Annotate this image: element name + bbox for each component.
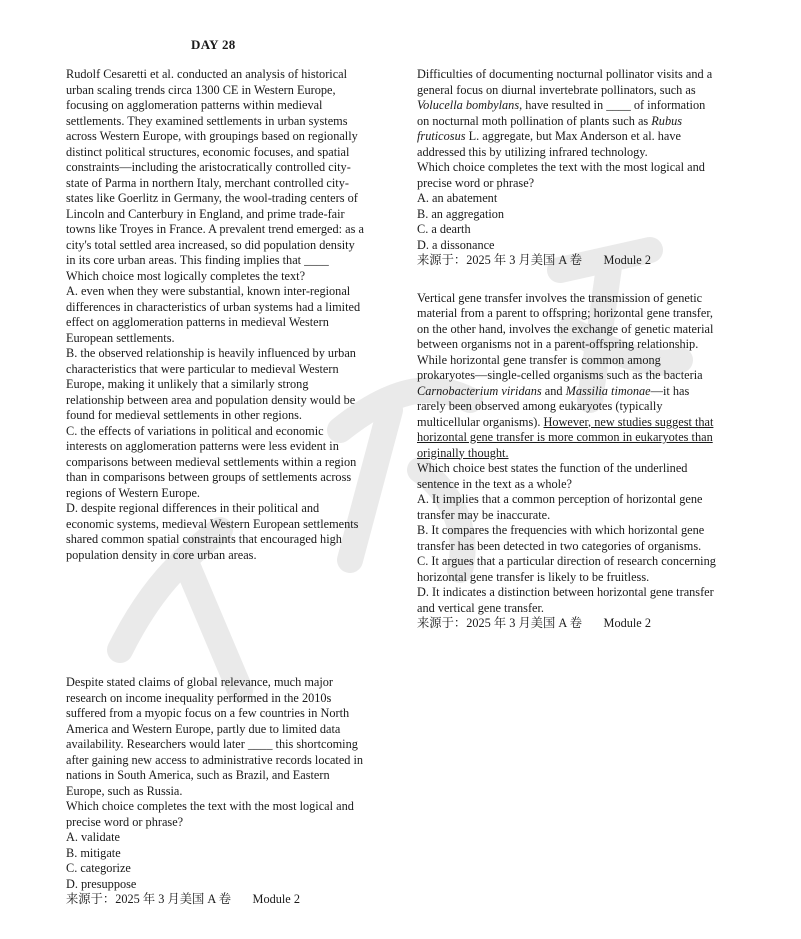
day-heading: DAY 28 [191,37,236,52]
question-prompt: Which choice completes the text with the most logical and precise word or phrase? [66,799,354,829]
question-prompt: Which choice completes the text with the most logical and precise word or phrase? [417,160,705,190]
answer-option-d[interactable]: D. a dissonance [417,237,495,252]
answer-option-c[interactable]: C. categorize [66,861,131,875]
answer-option-a[interactable]: A. It implies that a common perception of horizontal gene transfer may be inaccurate. [417,492,703,522]
answer-option-b[interactable]: B. an aggregation [417,206,505,221]
answer-option-b[interactable]: B. It compares the frequencies with which horizontal gene transfer has been detected in two categories of organisms. [417,523,705,553]
answer-option-c[interactable]: C. It argues that a particular direction of research concerning horizontal gene transfer is likely to be fruitless. [417,554,716,584]
answer-option-d[interactable]: D. It indicates a distinction between horizontal gene transfer and vertical gene transfer. [417,585,714,615]
passage-text: L. aggregate, but Max Anderson et al. have addressed this by utilizing infrared technology. [417,129,681,159]
question-passage [417,67,717,160]
question-passage [417,291,717,462]
question-source: 来源于：2025 年 3 月美国 A 卷 Module 2 [417,616,651,630]
species-name: Carnobacterium viridans [417,383,542,398]
question-passage: Rudolf Cesaretti et al. conducted an analysis of historical urban scaling trends circa 1300 CE in Western Europe, focusing on agglomeration patterns within medieval settlements. They examined settlements in urban systems across Western Europe, with groupings based on regionally distinct political structures, economic focuses, and spatial constraints—including the aristocratically controlled city-state of Parma in northern Italy, merchant controlled city-states like Goerlitz in Germany, the wool-trading centers of Lincoln and Canterbury in England, and prime trade-fair towns like Troyes in France. A prevalent trend emerged: as a city's total settled area increased, so did population density in its core urban areas. This finding implies that ____ [66,67,364,267]
species-name: Rubus fruticosus [417,113,683,143]
answer-option-b[interactable]: B. mitigate [66,845,121,860]
answer-option-c[interactable]: C. a dearth [417,222,471,236]
species-name: Volucella bombylans [417,98,520,112]
left-column [66,67,366,906]
passage-text: , have resulted in ____ of information on nocturnal moth pollination of plants such as [417,98,706,128]
right-column [417,67,717,632]
answer-option-b[interactable]: B. the observed relationship is heavily influenced by urban characteristics that were particular to medieval Western Europe, making it unlikely that a similarly strong relationship between area and population density would be found for medieval settlements in other regions. [66,346,356,422]
question-nocturnal-pollination [417,67,717,269]
answer-option-a[interactable]: A. validate [66,830,120,844]
passage-text: —it has rarely been observed among eukaryotes (typically multicellular organisms). [417,383,690,429]
question-income-inequality [66,675,366,908]
question-source: 来源于：2025 年 3 月美国 A 卷 Module 2 [66,892,300,906]
question-source: 来源于：2025 年 3 月美国 A 卷 Module 2 [417,253,651,267]
answer-option-a[interactable]: A. even when they were substantial, known inter-regional differences in characteristics of urban systems had a limited effect on agglomeration patterns in medieval Western European settlements. [66,284,361,345]
underlined-sentence: However, new studies suggest that horizontal gene transfer is more common in eukaryotes than originally thought. [417,414,714,460]
answer-option-d[interactable]: D. presuppose [66,876,137,891]
question-passage: Despite stated claims of global relevance, much major research on income inequality performed in the 2010s suffered from a myopic focus on a few countries in North America and Western Europe, partly due to limited data availability. Researchers would later ____ this shortcoming after gaining new access to administrative records located in nations in South America, such as Brazil, and Eastern Europe, such as Russia. [66,675,364,798]
passage-text: and [541,383,566,398]
answer-option-d[interactable]: D. despite regional differences in their political and economic systems, medieval Western European settlements shared common spatial constraints that encouraged high population density in core urban areas. [66,501,359,562]
question-urban-scaling [66,67,366,563]
question-prompt: Which choice most logically completes the text? [66,268,306,283]
species-name: Massilia timonae [565,383,651,398]
question-prompt: Which choice best states the function of the underlined sentence in the text as a whole? [417,461,688,491]
passage-text: Vertical gene transfer involves the transmission of genetic material from a parent to offspring; horizontal gene transfer, on the other hand, involves the exchange of genetic material between organisms not in a parent-offspring relationship. While horizontal gene transfer is common among prokaryotes—single-celled organisms such as the bacteria [417,290,714,382]
passage-text: Difficulties of documenting nocturnal pollinator visits and a general focus on diurnal invertebrate pollinators, such as [417,67,713,97]
answer-option-a[interactable]: A. an abatement [417,191,498,205]
question-gene-transfer [417,291,717,632]
answer-option-c[interactable]: C. the effects of variations in political and economic interests on agglomeration patterns were less evident in comparisons between medieval settlements within a region than in comparisons between groups of settlements across regions of Western Europe. [66,423,357,500]
